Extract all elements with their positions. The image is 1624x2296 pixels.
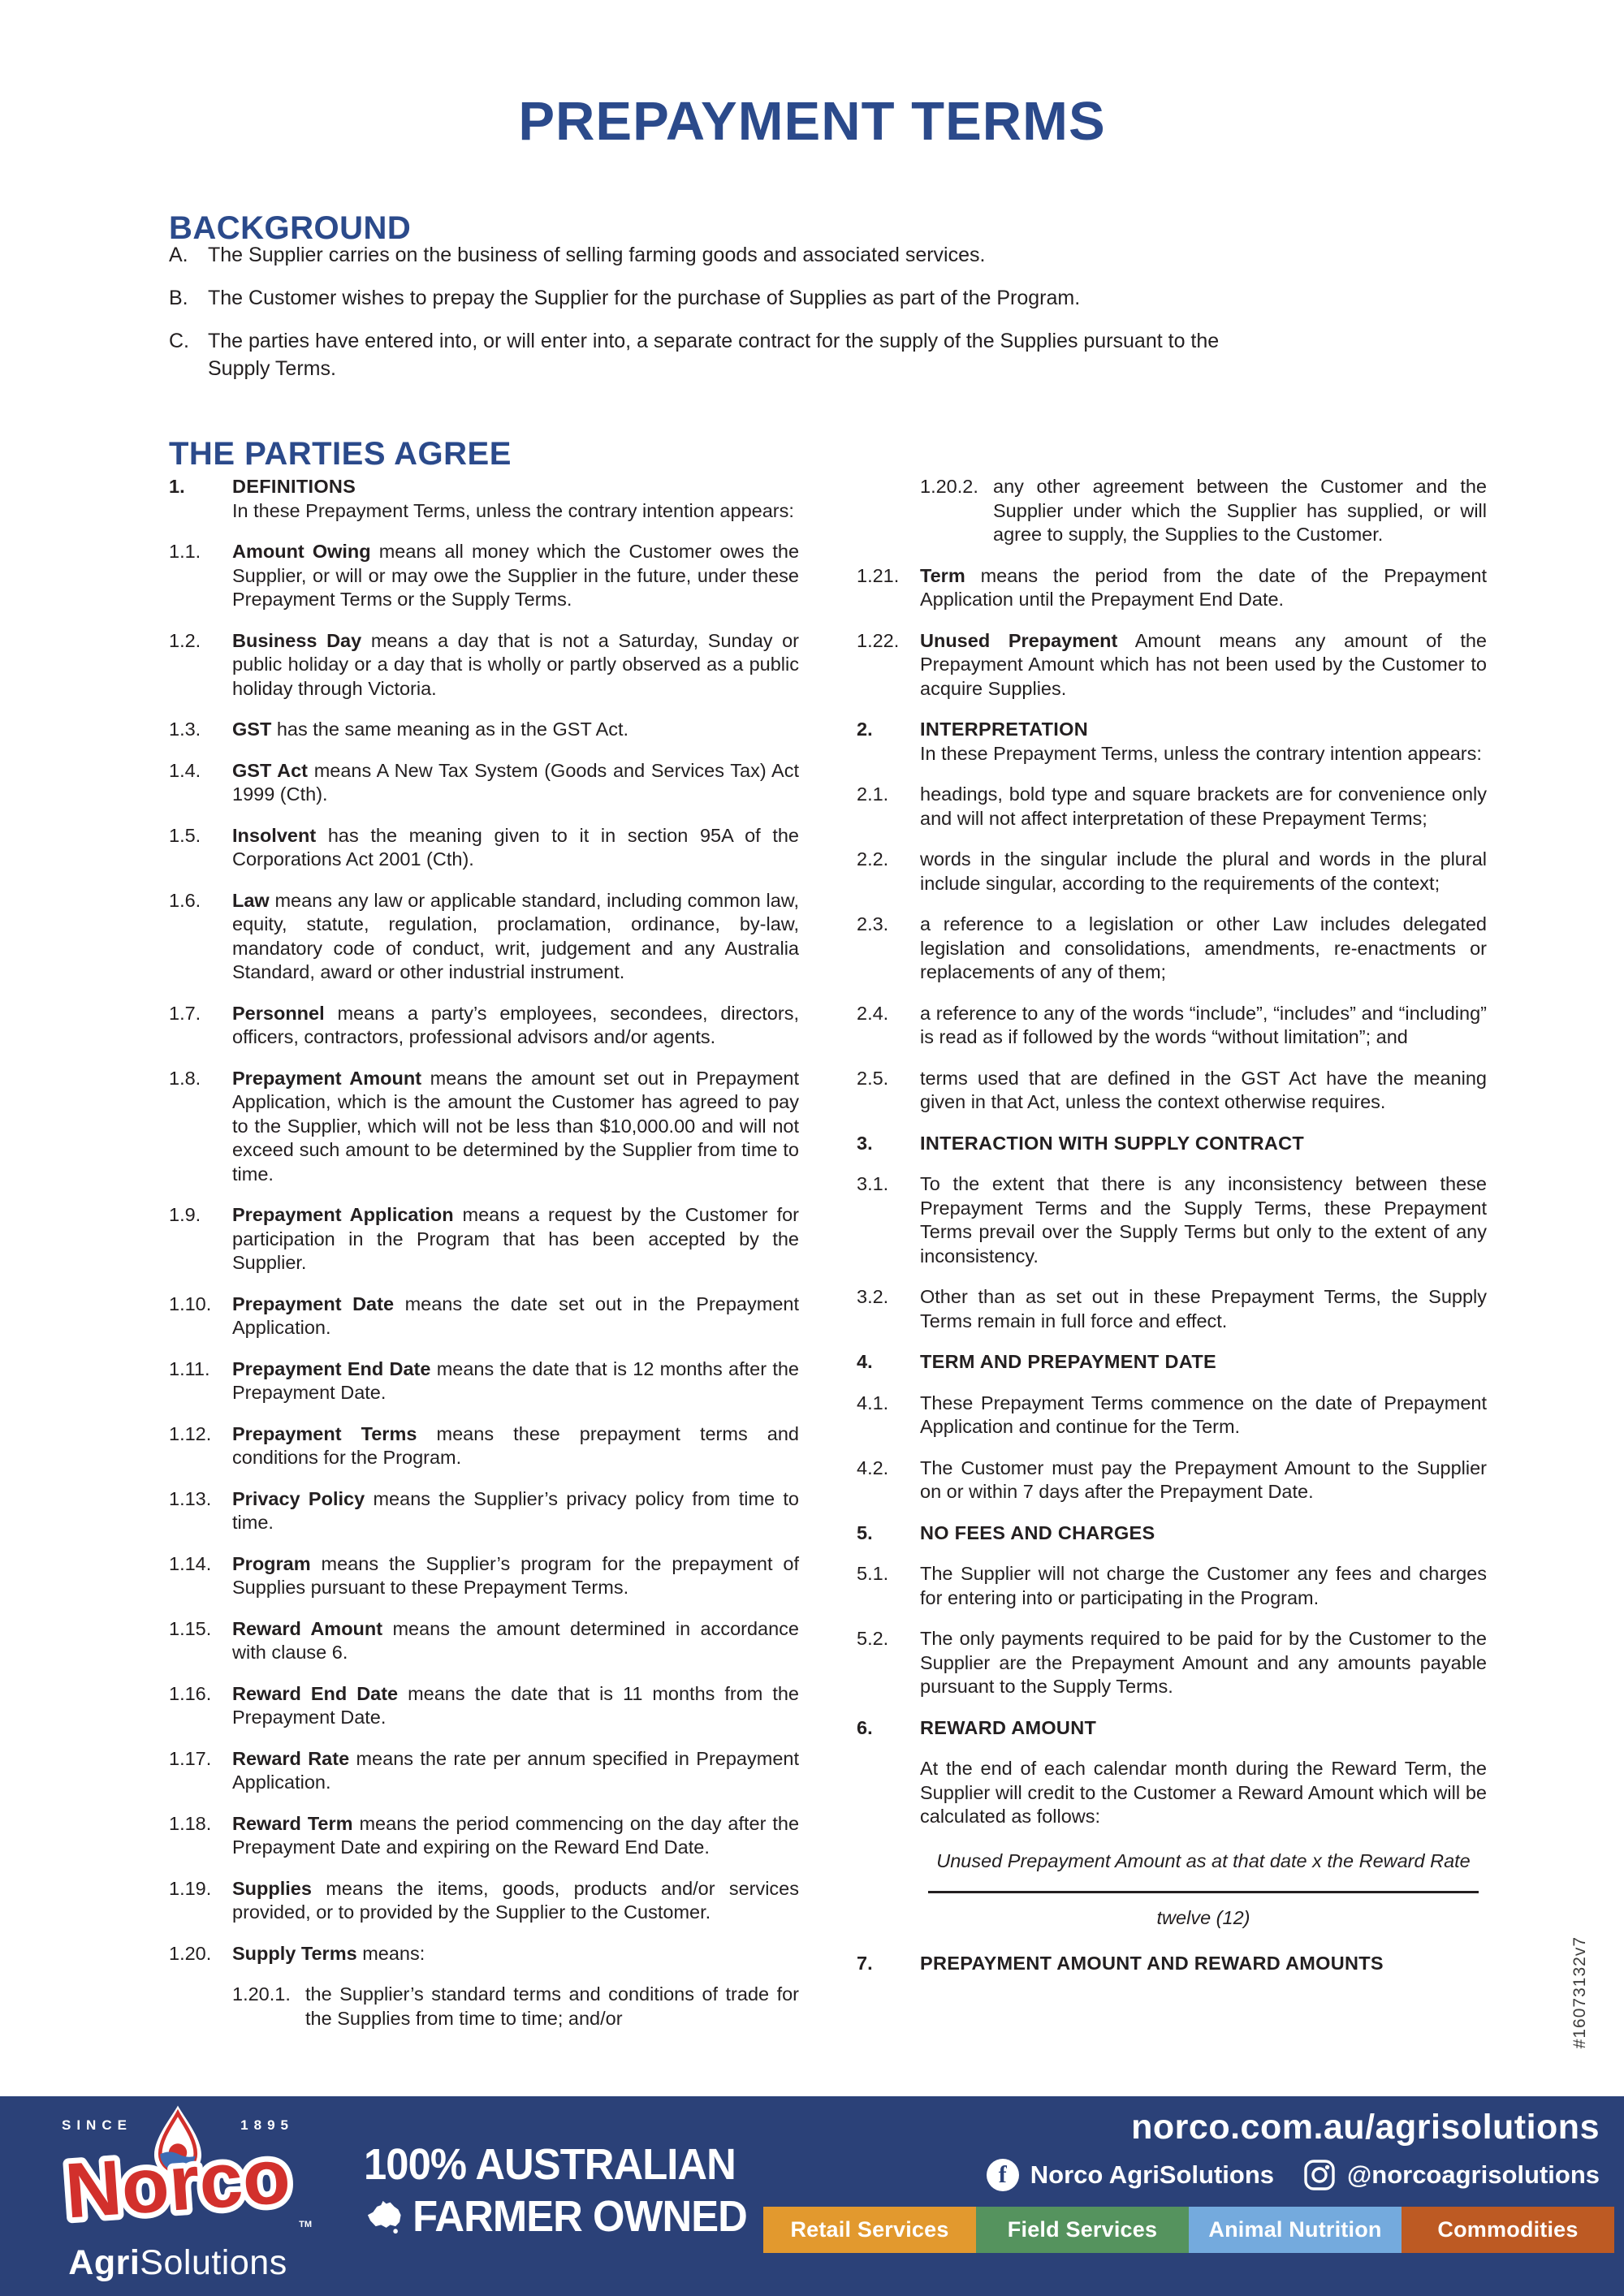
clause-text: The only payments required to be paid for by the Customer to the Supplier are the Prepayment Amount and any amounts payable pursuant to the Supply Terms. (920, 1628, 1487, 1697)
sub-brand-bold: Agri (68, 2243, 140, 2282)
clause-number: 1.20.1. (232, 1983, 291, 2005)
formula-numerator: Unused Prepayment Amount as at that date x the Reward Rate (936, 1849, 1471, 1871)
defined-term: Prepayment End Date (232, 1357, 431, 1379)
clause (857, 913, 1487, 985)
clause (857, 629, 1487, 701)
clause (857, 1457, 1487, 1504)
clause-text: The Supplier will not charge the Customer any fees and charges for entering into or participating in the Program. (920, 1563, 1487, 1608)
clause-number: 3. (857, 1132, 873, 1154)
right-column (857, 475, 1487, 1992)
footer-button-retail-services[interactable] (763, 2207, 976, 2253)
clause-body (232, 1067, 799, 1187)
clause-text: means: (362, 1942, 425, 1964)
defined-term: Term (920, 564, 965, 586)
clause-number: 1.6. (169, 889, 201, 911)
clause-text: means a request by the Customer for participation in the Program that has been accepted by the Supplier. (232, 1204, 799, 1273)
clause-number: 5. (857, 1521, 873, 1543)
clause-title: TERM AND PREPAYMENT DATE (920, 1351, 1216, 1372)
svg-text:Norco: Norco (62, 2132, 293, 2235)
clause-body (920, 1132, 1487, 1156)
clause-number: 1.12. (169, 1422, 212, 1444)
clause-text: means A New Tax System (Goods and Services Tax) Act 1999 (Cth). (232, 759, 799, 805)
clause-title: NO FEES AND CHARGES (920, 1521, 1155, 1543)
reward-formula (920, 1846, 1487, 1931)
clause-number: 1.22. (857, 629, 900, 651)
clause-number: 1.2. (169, 629, 201, 651)
subclause (232, 1983, 799, 2031)
clause-text: means the period from the date of the Prepayment Application until the Prepayment End Date. (920, 564, 1488, 610)
defined-term: Personnel (232, 1002, 325, 1024)
clause (169, 1942, 799, 1966)
item-text: The Customer wishes to prepay the Supplier for the purchase of Supplies as part of the Program. (208, 287, 1081, 309)
clause-number: 1.14. (169, 1552, 212, 1574)
clause-number: 5.1. (857, 1563, 889, 1584)
clause-number: 1.20.2. (920, 476, 978, 497)
clause-text: means these prepayment terms and conditions for the Program. (232, 1422, 799, 1468)
clause-text: means the period commencing on the day after the Prepayment Date and expiring on the Reward End Date. (232, 1812, 800, 1858)
clause-number: 5.2. (857, 1628, 889, 1649)
social-row (987, 2159, 1600, 2191)
clause-body (232, 1293, 799, 1340)
clause-number: 2.2. (857, 848, 889, 870)
item-letter: C. (169, 330, 189, 352)
clause (857, 564, 1487, 612)
item-letter: B. (169, 287, 188, 309)
clause (169, 1747, 799, 1795)
clause-number: 2.4. (857, 1002, 889, 1024)
australia-map-icon (364, 2198, 404, 2235)
background-list (169, 241, 1249, 398)
clause-text: means the Supplier’s privacy policy from time to time. (232, 1487, 799, 1533)
clause-text: has the same meaning as in the GST Act. (276, 719, 629, 740)
clause-text: means the date that is 12 months after the Prepayment Date. (232, 1357, 799, 1403)
clause-body (993, 475, 1487, 547)
clause-number: 1.9. (169, 1204, 201, 1225)
clause (169, 629, 799, 701)
clause-text: The Customer must pay the Prepayment Amount to the Supplier on or within 7 days after the Prepayment Date. (920, 1457, 1487, 1502)
clause-text: At the end of each calendar month during the Reward Term, the Supplier will credit to the Customer a Reward Amount which will be calculated as follows: (920, 1758, 1487, 1827)
defined-term: GST Act (232, 759, 308, 781)
clause-number: 1.15. (169, 1617, 212, 1639)
clause-body (920, 1350, 1487, 1375)
footer-button-commodities[interactable] (1402, 2207, 1614, 2253)
clause-number: 1.4. (169, 759, 201, 781)
clause-heading (857, 1350, 1487, 1375)
item-text: The parties have entered into, or will enter into, a separate contract for the supply of the Supplies pursuant to the Supply Terms. (208, 330, 1220, 380)
clause (169, 1877, 799, 1925)
clause-text: Amount means any amount of the Prepayment Amount which has not been used by the Customer to acquire Supplies. (920, 629, 1488, 699)
clause (857, 1067, 1487, 1115)
clause-body (232, 1747, 799, 1795)
sub-brand-light: Solutions (140, 2243, 287, 2282)
clause-body (305, 1983, 799, 2031)
clause-body (920, 1067, 1487, 1115)
clause (169, 1357, 799, 1405)
clause-text: To the extent that there is any inconsistency between these Prepayment Terms and the Supply Terms, these Prepayment Terms prevail over the Supply Terms but only to the extent of any inconsistency. (920, 1173, 1487, 1267)
clause-text: any other agreement between the Customer and the Supplier under which the Supplier has supplied, or will agree to supply, the Supplies to the Customer. (993, 476, 1487, 545)
item-letter: A. (169, 244, 188, 266)
clause-number: 1.21. (857, 564, 900, 586)
clause (169, 718, 799, 742)
clause (169, 1203, 799, 1275)
defined-term: Reward Term (232, 1812, 353, 1834)
clause-heading (857, 1132, 1487, 1156)
clause-heading (857, 1952, 1487, 1976)
defined-term: Reward End Date (232, 1682, 399, 1704)
clause-intro: In these Prepayment Terms, unless the contrary intention appears: (232, 499, 794, 521)
clause-body (920, 1627, 1487, 1699)
clause-number: 1.19. (169, 1877, 212, 1899)
background-heading: BACKGROUND (169, 210, 412, 247)
clause-body (920, 848, 1487, 896)
clause-body (232, 718, 799, 742)
clause-heading (169, 475, 799, 523)
left-column (169, 475, 799, 2048)
defined-term: Reward Rate (232, 1747, 350, 1769)
clause-title: INTERPRETATION (920, 719, 1088, 740)
clause-number: 1.5. (169, 824, 201, 846)
clause (857, 848, 1487, 896)
clause-title: INTERACTION WITH SUPPLY CONTRACT (920, 1132, 1305, 1154)
clause-number: 4.1. (857, 1392, 889, 1413)
footer-button-label: Retail Services (790, 2217, 949, 2242)
clause-number: 1. (169, 476, 185, 497)
website-link[interactable]: norco.com.au/agrisolutions (1131, 2108, 1600, 2147)
clause (169, 1812, 799, 1860)
clause-text: a reference to any of the words “include”, “includes” and “including” is read as if followed by the words “without limitation”; and (920, 1002, 1487, 1047)
page-title: PREPAYMENT TERMS (518, 90, 1106, 152)
clause (169, 1682, 799, 1730)
defined-term: GST (232, 719, 272, 740)
clause-number: 3.1. (857, 1173, 889, 1194)
clause-text: means the date set out in the Prepayment Application. (232, 1293, 799, 1338)
clause-number: 2.3. (857, 913, 889, 934)
tagline-line1: 100% AUSTRALIAN (364, 2140, 736, 2189)
facebook-icon[interactable]: f (987, 2159, 1019, 2191)
footer-nav (763, 2207, 1614, 2253)
clause-body (232, 889, 799, 985)
clause-number: 1.8. (169, 1067, 201, 1089)
clause (169, 1422, 799, 1470)
clause-number: 1.13. (169, 1487, 212, 1509)
clause-number: 1.17. (169, 1747, 212, 1769)
clause-body (232, 824, 799, 872)
clause (857, 1627, 1487, 1699)
footer-tagline (364, 2138, 747, 2242)
item-text: The Supplier carries on the business of selling farming goods and associated services. (208, 244, 986, 266)
clause-body (232, 1617, 799, 1665)
clause-body (920, 1521, 1487, 1546)
clause-text: means a day that is not a Saturday, Sunday or public holiday or a day that is wholly or partly observed as a public holiday through Victoria. (232, 629, 800, 699)
clause-body (232, 759, 799, 807)
clause-body (232, 1552, 799, 1600)
clause-number: 1.3. (169, 719, 201, 740)
defined-term: Prepayment Date (232, 1293, 395, 1314)
clause-number: 1.16. (169, 1682, 212, 1704)
since-label: SINCE (62, 2117, 132, 2133)
year-label: 1895 (240, 2117, 294, 2133)
clause (169, 889, 799, 985)
clause-number: 4. (857, 1351, 873, 1372)
clause-text: terms used that are defined in the GST Act have the meaning given in that Act, unless the context otherwise requires. (920, 1067, 1487, 1112)
defined-term: Insolvent (232, 824, 317, 846)
clause-title: REWARD AMOUNT (920, 1716, 1097, 1738)
facebook-handle[interactable]: Norco AgriSolutions (1030, 2160, 1275, 2189)
clause (857, 1285, 1487, 1333)
clause-number: 1.20. (169, 1942, 212, 1964)
clause-body (920, 1002, 1487, 1050)
clause-body (920, 783, 1487, 831)
defined-term: Program (232, 1552, 311, 1574)
defined-term: Reward Amount (232, 1617, 383, 1639)
defined-term: Supplies (232, 1877, 312, 1899)
formula-divider (928, 1891, 1478, 1893)
clause-intro: In these Prepayment Terms, unless the contrary intention appears: (920, 742, 1482, 764)
clause-body (232, 540, 799, 612)
background-item (169, 327, 1249, 382)
norco-logo (42, 2104, 313, 2290)
clause-number: 1.1. (169, 541, 201, 562)
defined-term: Prepayment Application (232, 1204, 454, 1225)
clause-text: words in the singular include the plural and words in the plural include singular, according to the requirements of the context; (920, 848, 1487, 894)
clause-body (920, 1392, 1487, 1439)
defined-term: Law (232, 889, 270, 911)
clause (857, 1392, 1487, 1439)
background-item (169, 284, 1249, 312)
clause-body (232, 1357, 799, 1405)
norco-wordmark (42, 2129, 313, 2233)
clause (169, 1617, 799, 1665)
background-item (169, 241, 1249, 269)
clause-body (920, 913, 1487, 985)
clause (857, 1002, 1487, 1050)
clause-text: headings, bold type and square brackets are for convenience only and will not affect interpretation of these Prepayment Terms; (920, 783, 1487, 829)
defined-term: Supply Terms (232, 1942, 357, 1964)
clause-number: 1.11. (169, 1357, 210, 1379)
clause-body (232, 1487, 799, 1535)
tagline-line2-text: FARMER OWNED (412, 2192, 747, 2241)
parties-agree-heading: THE PARTIES AGREE (169, 436, 512, 473)
clause-number: 1.10. (169, 1293, 212, 1314)
clause-body (920, 718, 1487, 766)
clause (857, 1172, 1487, 1268)
clause-number: 1.18. (169, 1812, 212, 1834)
clause-body (232, 1812, 799, 1860)
clause (169, 1552, 799, 1600)
clause-number: 7. (857, 1952, 873, 1974)
clause (857, 783, 1487, 831)
clause-body (232, 629, 799, 701)
clause-title: PREPAYMENT AMOUNT AND REWARD AMOUNTS (920, 1952, 1384, 1974)
trademark-symbol: TM (299, 2220, 312, 2229)
clause-body (920, 1457, 1487, 1504)
clause-number (857, 1757, 920, 1829)
clause (169, 1293, 799, 1340)
clause (169, 1487, 799, 1535)
clause-text: means any law or applicable standard, including common law, equity, statute, regulation, proclamation, ordinance, by-law, mandatory code of conduct, writ, judgement and any Australia Standard, award or other industrial instrument. (232, 889, 799, 982)
footer-contact (987, 2108, 1600, 2191)
clause-body (232, 1203, 799, 1275)
clause (169, 824, 799, 872)
clause-text: means a party’s employees, secondees, directors, officers, contractors, professional advisors and/or agents. (232, 1002, 799, 1047)
clause-body (232, 1422, 799, 1470)
clause-body (920, 1952, 1487, 1976)
footer-button-field-services[interactable] (976, 2207, 1189, 2253)
clause-number: 2.5. (857, 1067, 889, 1089)
clause-body (920, 1172, 1487, 1268)
clause-text: means the Supplier’s program for the prepayment of Supplies pursuant to these Prepayment Terms. (232, 1552, 799, 1598)
document-reference: #16073132v7 (1570, 1936, 1589, 2049)
clause-text: means the amount determined in accordance with clause 6. (232, 1617, 799, 1663)
clause-text: the Supplier’s standard terms and conditions of trade for the Supplies from time to time; and/or (305, 1983, 799, 2029)
clause (169, 540, 799, 612)
defined-term: Privacy Policy (232, 1487, 365, 1509)
clause-text: means the amount set out in Prepayment Application, which is the amount the Customer has agreed to pay to the Supplier, which will not be less than $10,000.00 and will not exceed such amount to be determined by the Supplier from time to time. (232, 1067, 799, 1185)
clause-body (232, 1877, 799, 1925)
clause-text: a reference to a legislation or other Law includes delegated legislation and consolidations, amendments, re-enactments or replacements of any of them; (920, 913, 1487, 982)
clause-body (232, 1942, 799, 1966)
clause-text: means all money which the Customer owes the Supplier, or will or may owe the Supplier in the future, under these Prepayment Terms or the Supply Terms. (232, 541, 800, 610)
defined-term: Unused Prepayment (920, 629, 1118, 651)
defined-term: Prepayment Terms (232, 1422, 417, 1444)
clause-title: DEFINITIONS (232, 476, 356, 497)
footer (0, 2096, 1624, 2296)
clause-number: 6. (857, 1716, 873, 1738)
clause (857, 1562, 1487, 1610)
footer-button-label: Animal Nutrition (1208, 2217, 1382, 2242)
clause-body (920, 1716, 1487, 1741)
defined-term: Business Day (232, 629, 362, 651)
clause-body (920, 1757, 1487, 1829)
clause-heading (857, 718, 1487, 766)
clause (169, 759, 799, 807)
clause (169, 1067, 799, 1187)
clause-body (232, 1682, 799, 1730)
clause-body (920, 564, 1487, 612)
clause-body (920, 1562, 1487, 1610)
footer-button-label: Commodities (1437, 2217, 1579, 2242)
clause-body (232, 475, 799, 523)
clause (169, 1002, 799, 1050)
instagram-handle[interactable]: @norcoagrisolutions (1347, 2160, 1600, 2189)
clause-body (920, 1846, 1487, 1931)
agrisolutions-wordmark (42, 2243, 313, 2283)
clause-number: 2. (857, 719, 873, 740)
instagram-icon[interactable] (1303, 2159, 1336, 2191)
clause-text: means the rate per annum specified in Prepayment Application. (232, 1747, 799, 1793)
clause-text: means the date that is 11 months from the Prepayment Date. (232, 1682, 799, 1728)
clause-heading (857, 1521, 1487, 1546)
clause-number: 1.7. (169, 1002, 201, 1024)
defined-term: Amount Owing (232, 541, 371, 562)
clause-number: 4.2. (857, 1457, 889, 1478)
footer-button-animal-nutrition[interactable] (1189, 2207, 1402, 2253)
clause-body (232, 1002, 799, 1050)
formula-denominator: twelve (12) (1156, 1907, 1250, 1928)
clause-text: has the meaning given to it in section 95A of the Corporations Act 2001 (Cth). (232, 824, 800, 870)
clause-body (920, 629, 1487, 701)
clause-number: 3.2. (857, 1286, 889, 1307)
clause-heading (857, 1716, 1487, 1741)
footer-button-label: Field Services (1007, 2217, 1158, 2242)
clause-paragraph (857, 1757, 1487, 1829)
clause-number: 2.1. (857, 783, 889, 805)
subclause (920, 475, 1487, 547)
clause-body (920, 1285, 1487, 1333)
defined-term: Prepayment Amount (232, 1067, 422, 1089)
tagline-line2 (364, 2190, 747, 2242)
clause-text: Other than as set out in these Prepayment Terms, the Supply Terms remain in full force and effect. (920, 1286, 1487, 1331)
clause-text: These Prepayment Terms commence on the date of Prepayment Application and continue for the Term. (920, 1392, 1487, 1437)
clause-text: means the items, goods, products and/or services provided, or to provided by the Supplier to the Customer. (232, 1877, 800, 1923)
